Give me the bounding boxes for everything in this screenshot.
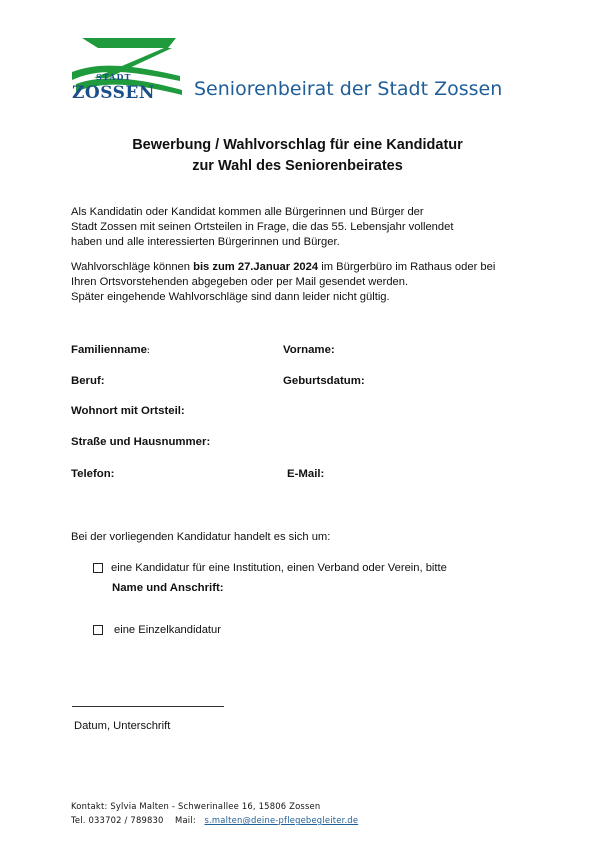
document-title-line1: Bewerbung / Wahlvorschlag für eine Kandidatur (132, 137, 463, 153)
signature-label: Datum, Unterschrift (74, 720, 171, 732)
intro-paragraph (71, 205, 453, 250)
deadline-paragraph (71, 260, 495, 305)
individual-option-label: eine Einzelkandidatur (114, 624, 221, 636)
field-beruf[interactable]: Beruf: (71, 375, 105, 387)
field-email[interactable]: E-Mail: (287, 468, 325, 480)
footer-mail-link[interactable]: s.malten@deine-pflegebegleiter.de (204, 815, 359, 825)
deadline-pre: Wahlvorschläge können (71, 261, 194, 273)
field-telefon[interactable]: Telefon: (71, 468, 115, 480)
deadline-date: bis zum 27.Januar 2024 (193, 261, 319, 273)
name-address-label[interactable]: Name und Anschrift: (112, 582, 224, 594)
logo-zossen-text: ZOSSEN (72, 83, 155, 103)
deadline-line: Später eingehende Wahlvorschläge sind dann leider nicht gültig. (71, 291, 390, 303)
footer-phone-mail (71, 815, 358, 825)
institution-checkbox[interactable] (93, 563, 103, 573)
organization-name: Seniorenbeirat der Stadt Zossen (194, 78, 503, 100)
candidacy-question: Bei der vorliegenden Kandidatur handelt es sich um: (71, 531, 331, 543)
field-colon: : (146, 346, 150, 355)
individual-checkbox[interactable] (93, 625, 103, 635)
intro-line: haben und alle interessierten Bürgerinnen und Bürger. (71, 236, 340, 248)
signature-line (72, 706, 224, 707)
footer-contact: Kontakt: Sylvia Malten - Schwerinallee 16, 15806 Zossen (71, 801, 321, 811)
intro-line: Stadt Zossen mit seinen Ortsteilen in Frage, die das 55. Lebensjahr vollendet (71, 221, 454, 233)
footer-phone: Tel. 033702 / 789830 (71, 815, 164, 825)
deadline-post: im Bürgerbüro im Rathaus oder bei (318, 261, 496, 273)
field-familienname[interactable] (71, 344, 150, 356)
field-label: Familienname (71, 344, 147, 356)
field-geburtsdatum[interactable]: Geburtsdatum: (283, 375, 365, 387)
footer-mail-label: Mail: (175, 815, 196, 825)
field-strasse[interactable]: Straße und Hausnummer: (71, 436, 211, 448)
logo-stadt-text: STADT (96, 72, 132, 82)
deadline-line (71, 260, 495, 275)
institution-option-label: eine Kandidatur für eine Institution, einen Verband oder Verein, bitte (111, 562, 447, 574)
field-vorname[interactable]: Vorname: (283, 344, 335, 356)
field-wohnort[interactable]: Wohnort mit Ortsteil: (71, 405, 185, 417)
document-title-line2: zur Wahl des Seniorenbeirates (192, 158, 403, 174)
deadline-line: Ihren Ortsvorstehenden abgegeben oder per Mail gesendet werden. (71, 276, 409, 288)
intro-line: Als Kandidatin oder Kandidat kommen alle Bürgerinnen und Bürger der (71, 206, 424, 218)
